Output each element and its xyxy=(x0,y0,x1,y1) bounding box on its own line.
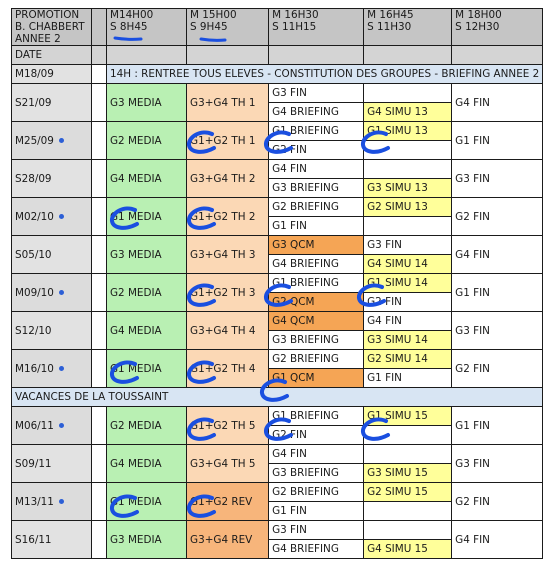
date-cell xyxy=(12,350,92,388)
fin-cell: G3 FIN xyxy=(452,312,543,350)
date-cell xyxy=(12,236,92,274)
date-cell xyxy=(12,84,92,122)
activity-cell: G3 SIMU 14 xyxy=(364,331,452,350)
spacer-cell xyxy=(92,350,107,388)
theory-cell: G1+G2 TH 2 xyxy=(187,198,269,236)
media-cell: G3 MEDIA xyxy=(107,521,187,559)
date-text: S16/11 xyxy=(15,533,52,546)
date-text: M13/11 xyxy=(15,495,54,508)
activity-cell: G1 BRIEFING xyxy=(269,274,364,293)
activity-cell: G2 FIN xyxy=(269,141,364,160)
activity-cell: G4 BRIEFING xyxy=(269,255,364,274)
activity-cell xyxy=(364,84,452,103)
activity-cell: G2 SIMU 13 xyxy=(364,198,452,217)
session-row xyxy=(12,198,543,217)
fin-cell: G2 FIN xyxy=(452,483,543,521)
theory-cell: G1+G2 TH 3 xyxy=(187,274,269,312)
media-cell: G4 MEDIA xyxy=(107,445,187,483)
activity-cell: G3 FIN xyxy=(269,84,364,103)
spacer-cell xyxy=(92,312,107,350)
bullet-dot xyxy=(59,138,64,143)
fin-cell: G4 FIN xyxy=(452,236,543,274)
date-text: M16/10 xyxy=(15,362,54,375)
session-row xyxy=(12,236,543,255)
activity-cell: G2 FIN xyxy=(364,293,452,312)
spacer-cell xyxy=(92,236,107,274)
activity-cell: G1 SIMU 13 xyxy=(364,122,452,141)
activity-cell: G4 BRIEFING xyxy=(269,540,364,559)
activity-cell: G2 QCM xyxy=(269,293,364,312)
theory-cell: G3+G4 TH 4 xyxy=(187,312,269,350)
header-row xyxy=(12,9,543,46)
activity-cell: G3 SIMU 13 xyxy=(364,179,452,198)
session-row xyxy=(12,521,543,540)
activity-cell xyxy=(364,445,452,464)
date-cell: M18/09 xyxy=(12,65,92,84)
theory-cell: G3+G4 REV xyxy=(187,521,269,559)
activity-cell: G1 QCM xyxy=(269,369,364,388)
media-cell: G3 MEDIA xyxy=(107,236,187,274)
activity-cell: G1 FIN xyxy=(269,217,364,236)
activity-cell: G2 BRIEFING xyxy=(269,350,364,369)
activity-cell: G3 BRIEFING xyxy=(269,464,364,483)
theory-cell: G3+G4 TH 5 xyxy=(187,445,269,483)
activity-cell: G3 BRIEFING xyxy=(269,179,364,198)
spacer-cell xyxy=(92,84,107,122)
date-text: S12/10 xyxy=(15,324,52,337)
theory-cell: G1+G2 TH 1 xyxy=(187,122,269,160)
activity-cell: G1 SIMU 14 xyxy=(364,274,452,293)
date-cell xyxy=(12,198,92,236)
spacer-cell xyxy=(92,122,107,160)
activity-cell xyxy=(364,426,452,445)
activity-cell: G4 FIN xyxy=(269,445,364,464)
activity-cell: G2 SIMU 14 xyxy=(364,350,452,369)
date-cell xyxy=(12,521,92,559)
date-cell xyxy=(12,274,92,312)
activity-cell: G1 SIMU 15 xyxy=(364,407,452,426)
date-cell xyxy=(12,312,92,350)
header-promotion: PROMOTION B. CHABBERT ANNEE 2 xyxy=(12,9,92,46)
session-row xyxy=(12,350,543,369)
activity-cell: G3 FIN xyxy=(364,236,452,255)
header-slot-2: M 15H00 S 9H45 xyxy=(187,9,269,46)
fin-cell: G3 FIN xyxy=(452,445,543,483)
session-row xyxy=(12,122,543,141)
spacer-cell xyxy=(92,445,107,483)
media-cell: G1 MEDIA xyxy=(107,483,187,521)
date-cell xyxy=(12,445,92,483)
vacances-row xyxy=(12,388,543,407)
header-spacer xyxy=(92,9,107,46)
date-text: S21/09 xyxy=(15,96,52,109)
activity-cell: G2 SIMU 15 xyxy=(364,483,452,502)
date-text: M25/09 xyxy=(15,134,54,147)
spacer-cell xyxy=(92,160,107,198)
activity-cell xyxy=(364,217,452,236)
theory-cell: G1+G2 REV xyxy=(187,483,269,521)
bullet-dot xyxy=(59,290,64,295)
header-slot-1: M14H00 S 8H45 xyxy=(107,9,187,46)
activity-cell: G1 BRIEFING xyxy=(269,122,364,141)
fin-cell: G1 FIN xyxy=(452,407,543,445)
fin-cell: G2 FIN xyxy=(452,350,543,388)
date-cell xyxy=(12,122,92,160)
date-cell xyxy=(12,407,92,445)
header-slot-4: M 16H45 S 11H30 xyxy=(364,9,452,46)
media-cell: G4 MEDIA xyxy=(107,160,187,198)
activity-cell xyxy=(364,141,452,160)
theory-cell: G3+G4 TH 2 xyxy=(187,160,269,198)
activity-cell: G2 BRIEFING xyxy=(269,198,364,217)
activity-cell: G1 FIN xyxy=(269,502,364,521)
vacances-banner: VACANCES DE LA TOUSSAINT xyxy=(12,388,543,407)
theory-cell: G1+G2 TH 5 xyxy=(187,407,269,445)
schedule-table xyxy=(11,8,543,559)
fin-cell: G1 FIN xyxy=(452,274,543,312)
rentree-row xyxy=(12,65,543,84)
spacer-cell xyxy=(92,407,107,445)
activity-cell xyxy=(364,502,452,521)
session-row xyxy=(12,407,543,426)
bullet-dot xyxy=(59,214,64,219)
activity-cell xyxy=(364,160,452,179)
media-cell: G2 MEDIA xyxy=(107,122,187,160)
date-cell xyxy=(12,483,92,521)
fin-cell: G1 FIN xyxy=(452,122,543,160)
date-text: S09/11 xyxy=(15,457,52,470)
activity-cell: G4 BRIEFING xyxy=(269,103,364,122)
activity-cell: G4 QCM xyxy=(269,312,364,331)
media-cell: G2 MEDIA xyxy=(107,274,187,312)
media-cell: G3 MEDIA xyxy=(107,84,187,122)
fin-cell: G4 FIN xyxy=(452,84,543,122)
header-slot-5: M 18H00 S 12H30 xyxy=(452,9,543,46)
activity-cell: G4 FIN xyxy=(269,160,364,179)
spacer-cell xyxy=(92,198,107,236)
rentree-banner: 14H : RENTREE TOUS ELEVES - CONSTITUTION DES GROUPES - BRIEFING ANNEE 2 xyxy=(107,65,543,84)
schedule-container xyxy=(11,8,543,559)
spacer-cell xyxy=(92,274,107,312)
date-label: DATE xyxy=(12,46,92,65)
activity-cell: G4 SIMU 14 xyxy=(364,255,452,274)
activity-cell: G1 FIN xyxy=(364,369,452,388)
session-row xyxy=(12,445,543,464)
fin-cell: G3 FIN xyxy=(452,160,543,198)
theory-cell: G3+G4 TH 1 xyxy=(187,84,269,122)
fin-cell: G2 FIN xyxy=(452,198,543,236)
date-text: M06/11 xyxy=(15,419,54,432)
activity-cell: G3 QCM xyxy=(269,236,364,255)
bullet-dot xyxy=(59,366,64,371)
media-cell: G2 MEDIA xyxy=(107,407,187,445)
activity-cell: G4 SIMU 15 xyxy=(364,540,452,559)
media-cell: G4 MEDIA xyxy=(107,312,187,350)
bullet-dot xyxy=(59,499,64,504)
activity-cell: G4 SIMU 13 xyxy=(364,103,452,122)
activity-cell: G2 FIN xyxy=(269,426,364,445)
session-row xyxy=(12,483,543,502)
date-label-row xyxy=(12,46,543,65)
activity-cell xyxy=(364,521,452,540)
spacer-cell xyxy=(92,521,107,559)
theory-cell: G3+G4 TH 3 xyxy=(187,236,269,274)
activity-cell: G3 FIN xyxy=(269,521,364,540)
media-cell: G1 MEDIA xyxy=(107,350,187,388)
activity-cell: G4 FIN xyxy=(364,312,452,331)
theory-cell: G1+G2 TH 4 xyxy=(187,350,269,388)
session-row xyxy=(12,84,543,103)
media-cell: G1 MEDIA xyxy=(107,198,187,236)
date-text: S28/09 xyxy=(15,172,52,185)
session-row xyxy=(12,274,543,293)
activity-cell: G2 BRIEFING xyxy=(269,483,364,502)
date-text: S05/10 xyxy=(15,248,52,261)
fin-cell: G4 FIN xyxy=(452,521,543,559)
session-row xyxy=(12,312,543,331)
activity-cell: G1 BRIEFING xyxy=(269,407,364,426)
activity-cell: G3 SIMU 15 xyxy=(364,464,452,483)
header-slot-3: M 16H30 S 11H15 xyxy=(269,9,364,46)
date-cell xyxy=(12,160,92,198)
date-text: M02/10 xyxy=(15,210,54,223)
session-row xyxy=(12,160,543,179)
date-text: M09/10 xyxy=(15,286,54,299)
bullet-dot xyxy=(59,423,64,428)
activity-cell: G3 BRIEFING xyxy=(269,331,364,350)
spacer-cell xyxy=(92,483,107,521)
